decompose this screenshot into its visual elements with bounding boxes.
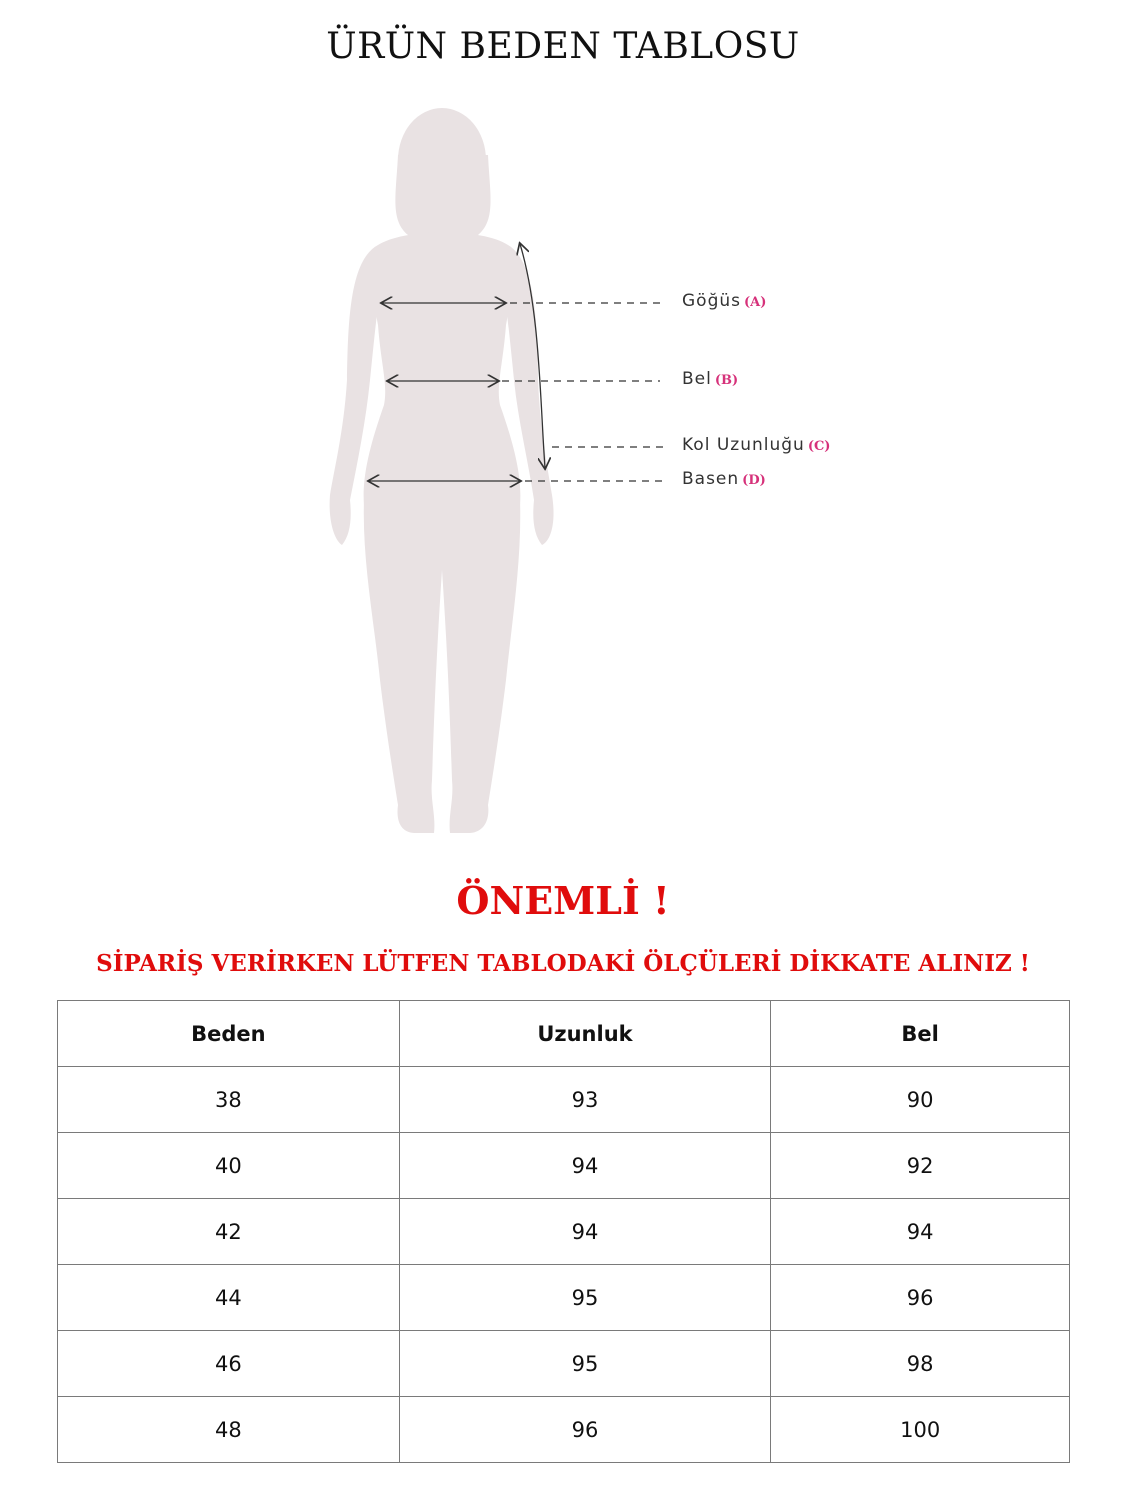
label-arm-length-code: (C) [807,439,831,454]
cell-size: 38 [58,1067,400,1133]
silhouette-shape [330,108,554,833]
cell-waist: 94 [771,1199,1070,1265]
table-row [58,1331,1070,1397]
important-heading: ÖNEMLİ ! [456,878,670,923]
body-measurement-figure [320,100,880,840]
cell-waist: 96 [771,1265,1070,1331]
cell-waist: 100 [771,1397,1070,1463]
female-silhouette-illustration [320,100,880,840]
cell-waist: 90 [771,1067,1070,1133]
header-length: Uzunluk [399,1001,771,1067]
cell-size: 44 [58,1265,400,1331]
label-chest-name: Göğüs [682,291,741,311]
label-hips-code: (D) [742,473,766,488]
cell-waist: 98 [771,1331,1070,1397]
table-row [58,1067,1070,1133]
cell-size: 46 [58,1331,400,1397]
cell-waist: 92 [771,1133,1070,1199]
cell-length: 95 [399,1265,771,1331]
table-row [58,1397,1070,1463]
table-row [58,1133,1070,1199]
cell-length: 93 [399,1067,771,1133]
label-chest [682,291,766,311]
table-row [58,1265,1070,1331]
cell-size: 40 [58,1133,400,1199]
label-waist-name: Bel [682,369,712,389]
label-arm-length [682,435,830,455]
label-chest-code: (A) [744,295,767,310]
page-title: ÜRÜN BEDEN TABLOSU [326,26,800,67]
label-arm-length-name: Kol Uzunluğu [682,435,805,455]
header-waist: Bel [771,1001,1070,1067]
cell-size: 42 [58,1199,400,1265]
cell-length: 94 [399,1133,771,1199]
table-header-row [58,1001,1070,1067]
label-waist-code: (B) [714,373,739,388]
label-hips-name: Basen [682,469,740,489]
cell-length: 95 [399,1331,771,1397]
label-hips [682,469,766,489]
label-waist [682,369,738,389]
table-row [58,1199,1070,1265]
cell-length: 94 [399,1199,771,1265]
size-table [57,1000,1070,1463]
cell-size: 48 [58,1397,400,1463]
header-size: Beden [58,1001,400,1067]
order-notice: SİPARİŞ VERİRKEN LÜTFEN TABLODAKİ ÖLÇÜLERİ DİKKATE ALINIZ ! [96,950,1030,977]
cell-length: 96 [399,1397,771,1463]
